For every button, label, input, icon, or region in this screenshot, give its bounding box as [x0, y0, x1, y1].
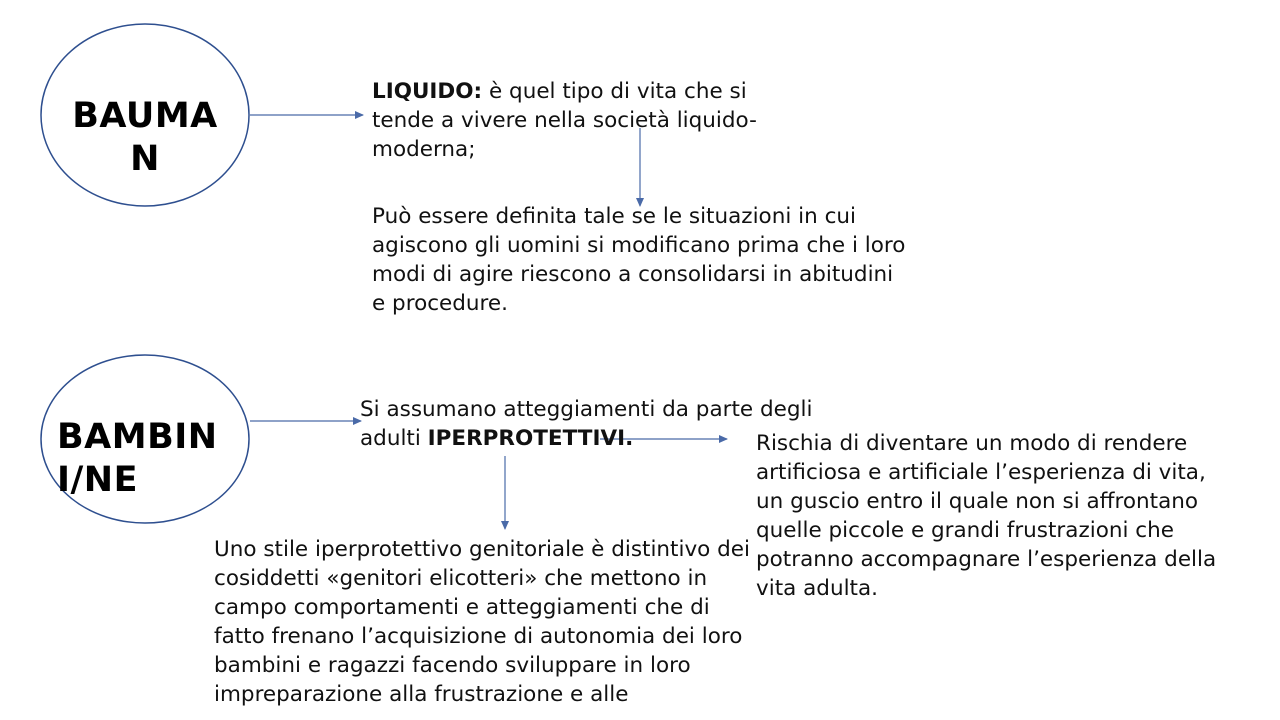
rischio-text: Rischia di diventare un modo di rendere artificiosa e artificiale l’esperienza di vita, un guscio entro il quale non si affrontano quelle piccole e grandi frustrazioni che potranno accompagnare l’esperienza della vita adulta.	[756, 431, 1217, 601]
atteggiamenti-text	[360, 395, 820, 453]
stile-iperprotettivo-text: Uno stile iperprotettivo genitoriale è distintivo dei cosiddetti «genitori elicotteri» che mettono in campo comportamenti e atteggiamenti che di fatto frenano l’acquisizione di autonomia dei loro bambini e ragazzi facendo sviluppare in loro impreparazione alla frustrazione e alle	[214, 537, 751, 707]
liquido-term: LIQUIDO:	[372, 79, 483, 104]
liquido-definition	[372, 77, 812, 164]
bauman-node-label: BAUMAN	[72, 96, 218, 179]
definizione-text: Può essere definita tale se le situazioni in cui agiscono gli uomini si modificano prima che i loro modi di agire riescono a consolidarsi in abitudini e procedure.	[372, 204, 906, 316]
atteggiamenti-intro: Si assumano atteggiamenti da parte degli adulti	[360, 397, 813, 451]
iperprotettivi-emphasis: IPERPROTETTIVI.	[427, 426, 634, 451]
bambini-node-label: BAMBINI/NE	[57, 417, 218, 500]
liquido-text: è quel tipo di vita che si tende a vivere nella società liquido-moderna;	[372, 79, 757, 162]
